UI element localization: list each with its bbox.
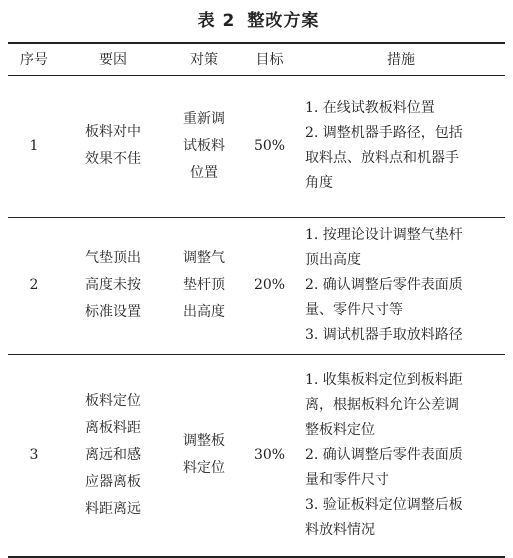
header-measures: 措施 [297,43,505,75]
header-row [8,43,505,75]
row-number: 2 [8,217,60,354]
measure-line: 3. 调试机器手取放料路径 [305,327,463,343]
action-line: 位置 [190,164,218,181]
target-cell: 30% [242,354,297,557]
action-line: 出高度 [183,304,225,320]
measure-line: 量和零件尺寸 [305,471,389,488]
table-caption [0,6,513,31]
action-cell [166,354,242,557]
measures-cell [297,75,505,217]
cause-line: 标准设置 [85,304,141,320]
action-line: 调整板 [183,433,225,450]
action-line: 垫杆顶 [183,277,225,293]
cause-line: 板料定位 [85,392,141,409]
cause-line: 气垫顶出 [85,250,141,266]
action-cell [166,75,242,217]
header-cause: 要因 [60,43,166,75]
target-cell: 20% [242,217,297,354]
cause-line: 离远和感 [85,446,141,463]
row-number: 1 [8,75,60,217]
measure-line: 3. 验证板料定位调整后板 [305,496,463,513]
measures-cell [297,217,505,354]
action-line: 料定位 [183,460,225,477]
action-cell [166,217,242,354]
action-line: 试板料 [183,137,225,154]
rectification-plan-table [8,42,505,558]
table-title: 整改方案 [247,11,320,31]
measure-line: 离，根据板料允许公差调 [305,396,459,413]
target-cell: 50% [242,75,297,217]
measure-line: 2. 调整机器手路径，包括 [305,125,463,141]
measure-line: 顶出高度 [305,252,361,268]
measure-line: 1. 收集板料定位到板料距 [305,371,463,388]
cause-line: 效果不佳 [85,151,141,167]
table-row [8,354,505,557]
header-no: 序号 [8,43,60,75]
measure-line: 角度 [305,175,333,191]
measure-line: 2. 确认调整后零件表面质 [305,446,463,463]
cause-line: 应器离板 [85,473,141,490]
action-line: 重新调 [183,110,225,127]
measure-line: 量、零件尺寸等 [305,302,403,318]
measure-line: 取料点、放料点和机器手 [305,150,459,166]
measure-line: 整板料定位 [305,421,375,438]
action-line: 调整气 [183,250,225,266]
cause-line: 板料对中 [85,124,141,140]
measure-line: 2. 确认调整后零件表面质 [305,277,463,293]
measure-line: 1. 在线试教板料位置 [305,100,435,116]
cause-cell [60,217,166,354]
cause-line: 高度未按 [85,277,141,293]
measures-cell [297,354,505,557]
table-number: 表 2 [197,11,236,31]
measure-line: 料放料情况 [305,521,375,538]
header-action: 对策 [166,43,242,75]
table-row [8,75,505,217]
table-row [8,217,505,354]
row-number: 3 [8,354,60,557]
cause-cell [60,75,166,217]
cause-line: 离板料距 [85,419,141,436]
measure-line: 1. 按理论设计调整气垫杆 [305,227,463,243]
cause-cell [60,354,166,557]
header-target: 目标 [242,43,297,75]
cause-line: 料距离远 [85,500,141,517]
